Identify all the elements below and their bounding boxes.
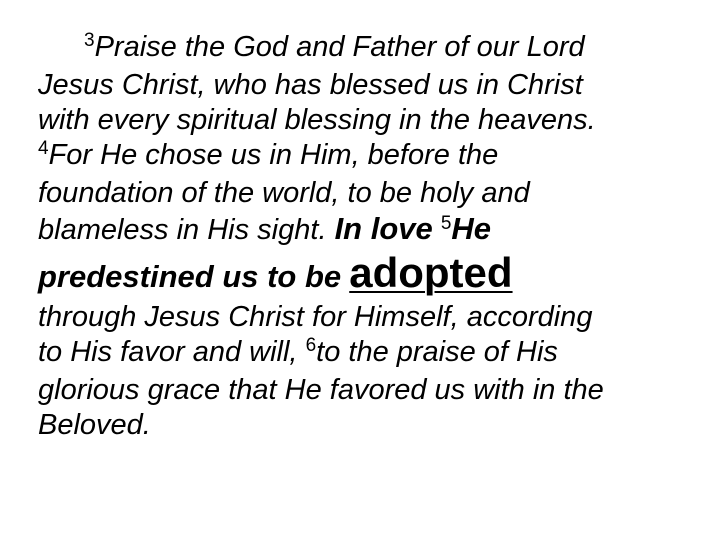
- passage-text: Beloved.: [38, 409, 151, 441]
- passage-text: with every spiritual blessing in the heavens.: [38, 104, 596, 136]
- emphasis-predestined: predestined us to be: [38, 259, 342, 294]
- passage-line: [38, 211, 698, 251]
- verse-number: 6: [305, 335, 317, 356]
- passage-text: to His favor and will,: [38, 336, 298, 368]
- passage-line: [38, 176, 698, 211]
- passage-text: Praise the God and Father of our Lord: [94, 31, 585, 63]
- passage-text: Jesus Christ, who has blessed us in Christ: [38, 69, 583, 101]
- passage-line: [38, 68, 698, 103]
- passage-line: [38, 300, 698, 335]
- passage-text: glorious grace that He favored us with in the: [38, 374, 604, 406]
- passage-line: [38, 335, 698, 373]
- passage-line: [38, 408, 698, 443]
- passage-line: [38, 103, 698, 138]
- emphasis-adopted: adopted: [349, 249, 513, 296]
- scripture-passage: [38, 30, 698, 443]
- passage-text: For He chose us in Him, before the: [48, 139, 499, 171]
- verse-number: 5: [440, 213, 452, 234]
- passage-line: [38, 138, 698, 176]
- verse-number: 4: [38, 138, 49, 159]
- passage-text: foundation of the world, to be holy and: [38, 177, 530, 209]
- passage-line: [38, 30, 698, 68]
- emphasis-in-love: In love: [334, 211, 433, 246]
- emphasis-he: He: [451, 211, 492, 246]
- passage-text: blameless in His sight.: [38, 214, 327, 246]
- passage-line: [38, 251, 698, 300]
- passage-line: [38, 373, 698, 408]
- verse-number: 3: [84, 30, 95, 51]
- passage-text: through Jesus Christ for Himself, according: [38, 301, 593, 333]
- passage-text: to the praise of His: [316, 336, 558, 368]
